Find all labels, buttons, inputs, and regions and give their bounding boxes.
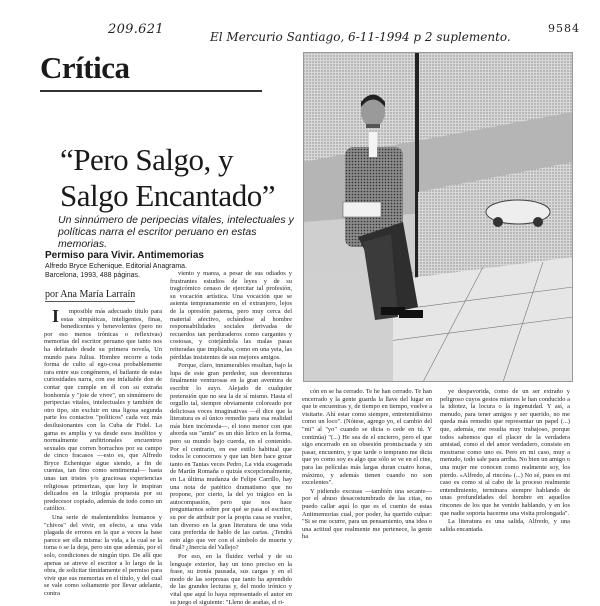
article-paragraph: Una serie de malentendidos humanos y "chivos" del vivir, en efecto, a una vida plagada de errores en la que a veces la base parece ser ella misma: la vida, a la cual se la toma o se la deja, pero sin que además, por el solo, condiciones de ningún tipo. De allí que apenas se atreve el escritor a lo largo de la obra, de solicitar tímidamente el permiso para vivir que sus memorias en el título, y del cual se vale como soliamente por llevar adelante, contra (44, 514, 162, 597)
author-photo (303, 52, 573, 382)
byline: por Ana María Larraín (45, 289, 136, 300)
section-label: Crítica (40, 50, 130, 85)
headline: “Pero Salgo, y Salgo Encantado” (60, 142, 275, 213)
article-paragraph: cón en se ha cerrado. Te he han cerrado. Te han encerrado y la gente guarda la llave del lugar en que te encuentras y, de tiempo en tiempo, vuelve a visitarte. Ahí estar como siempre, entretenidísimo como un loco". (Nótese, agrego yo, el cambio del "mi" al "yo" cuando se dicta o cede en tú. Y continúa) "(...) He sea de el encierro, pero el que sigo encerrado en su obsesión promiscuada y sin pasar, encuentro, y que tarde o temprano me dicta que yo como soy es algo que sólo se ve en el cine, para las películas más largas duran cuatro horas, máximo, y además tienen cuando no son excelentes". (302, 388, 432, 487)
article-paragraph: Y pidiendo excusas —también una secante— por el abuso desacostumbrado de las citas, no puedo callar aquí lo que es el cuento de estas Antimemorias cual, por poder, ha querido culpar: "Si se me ocurre, para un pensamiento, una idea o una actitud que realmente me pertenece, la gente ha (302, 487, 432, 541)
article-paragraph: viento y marea, a pesar de sus odiados y frustrantes estudios de leyes y de su tragicómico cenaso de ejercitar tal profesión, su vocación artística. Una vocación que se asienta tempranamente en el extranjero, lejos de la opresión paterna, pero muy cerca del material afectivo, echándose al hombre responsabilidades sociales derivadas de recuerdos tan perduraderos como cargantes y costosas, y cotejándola las malas pasas reiteradas que implicaba, como en una yeta, las pérdidas insistentes de sus mejores amigos. (170, 270, 292, 361)
article-paragraph (44, 308, 162, 513)
byline-rule (45, 301, 135, 302)
book-title: Permiso para Vivir. Antimemorias (45, 250, 204, 261)
drop-cap: I (52, 306, 60, 326)
section-rule (40, 90, 262, 92)
article-column-2 (170, 270, 292, 606)
article-column-3 (302, 388, 432, 546)
article-paragraph: Por eso, en la fluidez verbal y de su lenguaje exterior, hay un tono preciso en la frase, su ironía pausada, sus cargas y en el modo de las sorpresas que tanto ha aprendido de las grandes lecturas y, del modo irónico y vital que aquí lo haya representado el autor en su juego el siguiente: "Lleno de arañas, el ri- (170, 552, 292, 606)
deck: Un sinnúmero de peripecias vitales, intelectuales y políticas narra el escritor peruano en estas memorias. (58, 214, 294, 250)
book-info: Alfredo Bryce Echenique. Editorial Anagrama. Barcelona, 1993, 488 páginas. (45, 263, 188, 279)
handwritten-catalog-number: 209.621 (108, 22, 164, 37)
article-column-4 (440, 388, 570, 552)
paragraph-text: mposible más adecuado título para estas simpáticas, inteligentes, finas, benedicentes y benevolentes (pero no por eso menos irónicas o reflexivas) memorias del escritor peruano que tanto nos ha deleitado desde su primera novela, Un mundo para Julius. Hombre recorre a toda forma de culto al ego-cosa probablemente rara entre sus congéneres, el bailante de estas curiosidades narra, con ese infaltable don de contar que cumple en él con su extraña bonhomía y "joie de vivre", un sinnúmero de peripecias vitales, intelectuales y también de otro tipo, sin excluir en una ligosa segunda parte los contactos "políticos" cada vez más desilusionantes con la Cuba de Fidel. La gama es amplia y va desde esos insólitos y normalmente anfitrionales encuentros sexuales que corren borrachos por su campo de cinco fracasos —esto es, que Alfredo Bryce Echenique sigue siendo, a fin de cuentas, tan fino como sentimental— hasta unas tan tristes y/o graciosas experiencias religiosas primerizas, que hoy le inspiran delicados en la trilogía propuesta por su predecesor copiado, además de todo como un católico. (44, 308, 162, 513)
article-column-1 (44, 306, 162, 597)
article-paragraph: ye despavorida, como de un ser extraño y peligroso cuyos gestos mismos le han conducido a la idiotez, la locura o la ingenuidad. Y así, a menudo, para tener amigos y ser querido, no me queda más remedio que representar un papel (...) que, además, me resulta muy trabajoso, porque todos sabemos que el placer de la verdadera amistad, como el del amor verdadero, consiste en mostrarse como uno es. Pero en mi caso, muy a menudo, todo sale para arriba. No bien un amigo o una mujer me conocen como realmente soy, los pierdo. «Alfredo, al rincón» (...) No sé, pues es mi caso es como si al cabo de la proceso realmente entendimiento, terminara siempre hablando de unas profundidades del hombre en aquellos rincones de los que he venido hablando, y en los que nadie soporta hacerme una visita prolongada". (440, 388, 570, 517)
article-paragraph: Porque, claro, innumerables resultan, bajo la lupa de este gran perdedor, sus desventuras finalmente venturosas en la gran aventura de escribir lo suyo. Alejado de cualquier pretensión que no sea la de sí mismo. Hasta el orgullo tal, siempre obviamente coloreado por deliciosas voces imaginativas —él dice que la literatura es el único remedio para esa realidad más bien incómoda—, el tono menor con que aborda sus "amis" es un dúo lírico en la forma, pero su mundo bajo cuerda, en el contenido. Por el contrario, en ese estilo habitual que todos le conocemos y que tan bien hace gozar tanto en Tantas veces Pedro, La vida exagerada de Martín Romaña o quizás excepcionalmente, en La última mudanza de Felipe Carrillo, hay una nota de patético dramatismo que no propone, por cierto, la del yo trágico en la autocompasión, pero que nos hace preguntarnos sobre por qué se pasa el escritor, su por de atribuir por la propia casa se vuelve, tan diverso en la gran literatura de una vida cara preferida de hablo de las cartas. ¿Tendrá esto algo que ver con el símbolo de muerte y final? ¿Inercia del Vallejo? (170, 362, 292, 552)
article-paragraph: La literatura es una salida, Alfredo, y una salida encantada. (440, 518, 570, 533)
handwritten-source-note: El Mercurio Santiago, 6-11-1994 p 2 suplemento. (210, 30, 511, 44)
photo-car-mural (486, 200, 550, 227)
handwritten-id: 9584 (548, 22, 580, 35)
